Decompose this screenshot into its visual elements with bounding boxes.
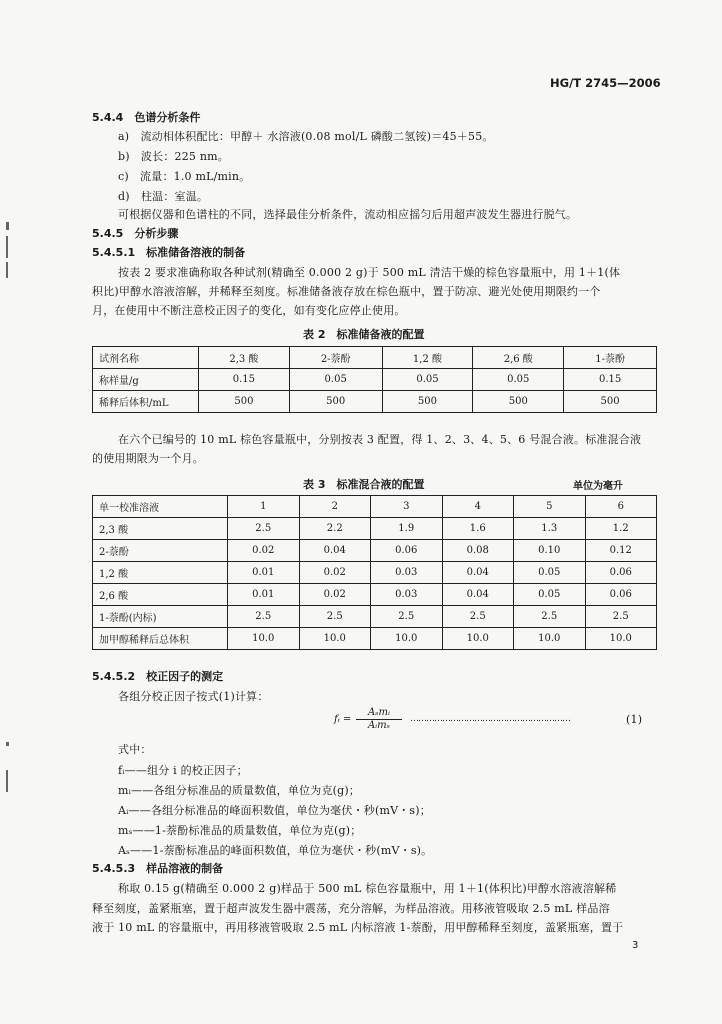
formula-fraction [356, 707, 402, 731]
table-cell: 10.0 [228, 628, 300, 650]
variable-definition: fᵢ——组分 i 的校正因子； [118, 764, 248, 777]
table-cell: 0.08 [442, 540, 514, 562]
table-cell: 称样量/g [93, 369, 199, 391]
table-3 [92, 495, 657, 650]
table-row [93, 628, 657, 650]
where-label: 式中： [118, 743, 152, 756]
table-header-cell: 4 [442, 496, 514, 518]
section-5-4-5-1-title: 5.4.5.1 标准储备溶液的制备 [92, 246, 246, 259]
table-cell: 500 [564, 391, 657, 413]
table-cell: 2.5 [228, 518, 300, 540]
table-cell: 稀释后体积/mL [93, 391, 199, 413]
table-row [93, 562, 657, 584]
table-cell: 0.12 [585, 540, 657, 562]
section-5-4-5-3-title: 5.4.5.3 样品溶液的制备 [92, 862, 224, 875]
table-cell: 0.06 [371, 540, 443, 562]
table-cell: 0.10 [514, 540, 586, 562]
table-cell: 0.05 [473, 369, 564, 391]
margin-mark [6, 236, 8, 258]
table-header-cell: 3 [371, 496, 443, 518]
table-3-caption: 表 3 标准混合液的配置 [303, 478, 425, 491]
table-cell: 0.02 [228, 540, 300, 562]
table-row [93, 369, 657, 391]
formula-lhs: fᵢ = [334, 714, 352, 725]
margin-mark [6, 262, 8, 278]
table-header-row [93, 496, 657, 518]
table-header-cell: 2 [299, 496, 371, 518]
variable-definition: mᵢ——各组分标准品的质量数值，单位为克(g)； [118, 784, 361, 797]
margin-mark [6, 742, 9, 746]
table-cell: 2,6 酸 [93, 584, 228, 606]
table-2-caption: 表 2 标准储备液的配置 [303, 328, 425, 341]
section-5-4-5-title: 5.4.5 分析步骤 [92, 227, 179, 240]
formula-number: (1) [626, 713, 643, 726]
table-cell: 2.5 [228, 606, 300, 628]
table-header-cell: 1 [228, 496, 300, 518]
mix-para-line-1: 在六个已编号的 10 mL 棕色容量瓶中，分别按表 3 配置，得 1、2、3、4、5、6 号混合液。标准混合液 [118, 433, 642, 446]
table-row [93, 540, 657, 562]
table-row [93, 606, 657, 628]
table-cell: 0.05 [514, 562, 586, 584]
table-cell: 0.05 [514, 584, 586, 606]
stock-solution-para-line-1: 按表 2 要求准确称取各种试剂(精确至 0.000 2 g)于 500 mL 清洁干燥的棕色容量瓶中，用 1＋1(体 [118, 266, 621, 279]
page-number: 3 [632, 940, 639, 951]
condition-a: a) 流动相体积配比：甲醇＋ 水溶液(0.08 mol/L 磷酸二氢铵)＝45＋55。 [118, 130, 494, 143]
table-header-cell: 1-萘酚 [564, 347, 657, 369]
table-cell: 0.15 [199, 369, 290, 391]
table-cell: 2.5 [442, 606, 514, 628]
condition-note: 可根据仪器和色谱柱的不同，选择最佳分析条件，流动相应摇匀后用超声波发生器进行脱气。 [118, 208, 578, 221]
table-cell: 0.05 [289, 369, 382, 391]
table-cell: 1.3 [514, 518, 586, 540]
table-cell: 2.5 [585, 606, 657, 628]
table-cell: 0.01 [228, 562, 300, 584]
table-cell: 0.01 [228, 584, 300, 606]
table-header-cell: 5 [514, 496, 586, 518]
table-cell: 0.04 [442, 584, 514, 606]
table-row [93, 584, 657, 606]
table-cell: 0.06 [585, 562, 657, 584]
table-cell: 0.04 [299, 540, 371, 562]
table-cell: 0.15 [564, 369, 657, 391]
table-cell: 0.03 [371, 584, 443, 606]
standard-number: HG/T 2745—2006 [550, 76, 661, 90]
variable-definition: Aᵢ——各组分标准品的峰面积数值，单位为毫伏・秒(mV・s)； [118, 804, 431, 817]
table-cell: 2.5 [371, 606, 443, 628]
sample-prep-para-line-2: 释至刻度，盖紧瓶塞，置于超声波发生器中震荡，充分溶解，为样品溶液。用移液管吸取 2.5 mL 样品溶 [92, 902, 610, 915]
mix-para-line-2: 的使用期限为一个月。 [92, 452, 204, 465]
table-cell: 0.03 [371, 562, 443, 584]
table-cell: 2.2 [299, 518, 371, 540]
table-cell: 0.02 [299, 562, 371, 584]
table-cell: 10.0 [299, 628, 371, 650]
formula-denominator: Aᵢmₛ [367, 720, 391, 731]
table-header-cell: 1,2 酸 [382, 347, 473, 369]
table-cell: 2.5 [299, 606, 371, 628]
table-cell: 加甲醇稀释后总体积 [93, 628, 228, 650]
table-cell: 0.05 [382, 369, 473, 391]
table-cell: 1.9 [371, 518, 443, 540]
table-cell: 500 [289, 391, 382, 413]
table-cell: 1,2 酸 [93, 562, 228, 584]
margin-mark [6, 222, 9, 230]
table-header-cell: 2,6 酸 [473, 347, 564, 369]
table-cell: 10.0 [585, 628, 657, 650]
table-cell: 0.06 [585, 584, 657, 606]
table-header-cell: 2-萘酚 [289, 347, 382, 369]
table-cell: 0.04 [442, 562, 514, 584]
table-header-cell: 6 [585, 496, 657, 518]
margin-mark [6, 770, 8, 792]
table-row [93, 518, 657, 540]
table-header-cell: 2,3 酸 [199, 347, 290, 369]
table-cell: 500 [382, 391, 473, 413]
sample-prep-para-line-1: 称取 0.15 g(精确至 0.000 2 g)样品于 500 mL 棕色容量瓶中，用 1＋1(体积比)甲醇水溶液溶解稀 [118, 882, 617, 895]
table-cell: 10.0 [442, 628, 514, 650]
table-header-cell: 单一校准溶液 [93, 496, 228, 518]
section-5-4-4-title: 5.4.4 色谱分析条件 [92, 111, 201, 124]
table-cell: 10.0 [514, 628, 586, 650]
table-cell: 1-萘酚(内标) [93, 606, 228, 628]
table-2 [92, 346, 657, 413]
table-cell: 2,3 酸 [93, 518, 228, 540]
table-cell: 2-萘酚 [93, 540, 228, 562]
table-header-cell: 试剂名称 [93, 347, 199, 369]
formula-numerator: Aₛmᵢ [356, 707, 402, 720]
table-3-unit: 单位为毫升 [573, 481, 623, 492]
variable-definition: Aₛ——1-萘酚标准品的峰面积数值，单位为毫伏・秒(mV・s)。 [118, 844, 433, 857]
formula-leader-dots: …………………………………………………… [410, 714, 570, 724]
condition-d: d) 柱温：室温。 [118, 190, 209, 203]
table-cell: 500 [473, 391, 564, 413]
table-cell: 0.02 [299, 584, 371, 606]
table-header-row [93, 347, 657, 369]
condition-b: b) 波长：225 nm。 [118, 150, 229, 163]
table-cell: 1.6 [442, 518, 514, 540]
table-cell: 500 [199, 391, 290, 413]
table-row [93, 391, 657, 413]
section-5-4-5-2-title: 5.4.5.2 校正因子的测定 [92, 670, 224, 683]
table-cell: 1.2 [585, 518, 657, 540]
correction-factor-intro: 各组分校正因子按式(1)计算： [118, 690, 269, 703]
condition-c: c) 流量：1.0 mL/min。 [118, 170, 251, 183]
table-cell: 10.0 [371, 628, 443, 650]
variable-definition: mₛ——1-萘酚标准品的质量数值，单位为克(g)； [118, 824, 362, 837]
table-cell: 2.5 [514, 606, 586, 628]
stock-solution-para-line-2: 积比)甲醇水溶液溶解，并稀释至刻度。标准储备液存放在棕色瓶中，置于防凉、避光处使用期限约一个 [92, 285, 601, 298]
stock-solution-para-line-3: 月，在使用中不断注意校正因子的变化，如有变化应停止使用。 [92, 304, 406, 317]
sample-prep-para-line-3: 液于 10 mL 的容量瓶中，再用移液管吸取 2.5 mL 内标溶液 1-萘酚，用甲醇稀释至刻度，盖紧瓶塞，置于 [92, 921, 624, 934]
